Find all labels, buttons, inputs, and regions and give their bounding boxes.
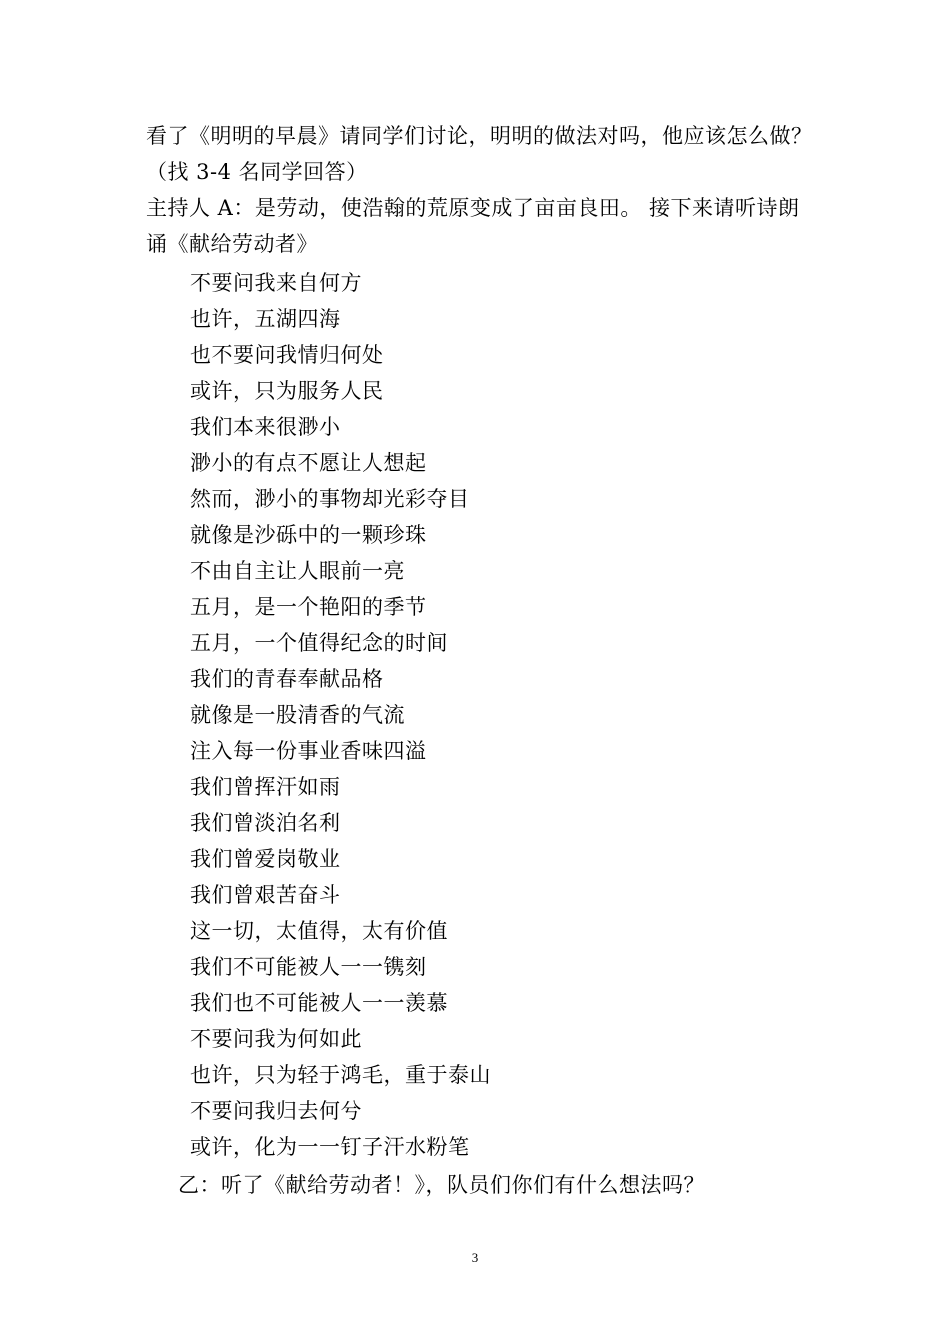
poem-line: 五月，是一个艳阳的季节 <box>190 595 427 619</box>
poem-line: 我们本来很渺小 <box>190 415 341 439</box>
host-a-line-continued: 诵《献给劳动者》 <box>146 232 318 256</box>
poem-line: 注入每一份事业香味四溢 <box>190 739 427 763</box>
poem-line: 也不要问我情归何处 <box>190 343 384 367</box>
poem-line: 不由自主让人眼前一亮 <box>190 559 405 583</box>
poem-line: 五月，一个值得纪念的时间 <box>190 631 448 655</box>
poem-line: 这一切，太值得，太有价值 <box>190 919 448 943</box>
answer-note: （找 3-4 名同学回答） <box>146 160 368 184</box>
poem-line: 不要问我来自何方 <box>190 271 362 295</box>
poem-line: 然而，渺小的事物却光彩夺目 <box>190 487 470 511</box>
poem-line: 我们曾爱岗敬业 <box>190 847 341 871</box>
poem-line: 就像是一股清香的气流 <box>190 703 405 727</box>
poem-line: 我们曾挥汗如雨 <box>190 775 341 799</box>
poem-line: 我们的青春奉献品格 <box>190 667 384 691</box>
discussion-question: 看了《明明的早晨》请同学们讨论，明明的做法对吗，他应该怎么做？ <box>146 124 813 148</box>
poem-line: 我们不可能被人一一镌刻 <box>190 955 427 979</box>
poem-line: 我们也不可能被人一一羡慕 <box>190 991 448 1015</box>
poem-line: 也许，只为轻于鸿毛，重于泰山 <box>190 1063 491 1087</box>
poem-line: 我们曾艰苦奋斗 <box>190 883 341 907</box>
speaker-yi-line: 乙：听了《献给劳动者！》，队员们你们有什么想法吗？ <box>178 1173 705 1197</box>
poem-line: 也许，五湖四海 <box>190 307 341 331</box>
host-a-line: 主持人 A：是劳动，使浩翰的荒原变成了亩亩良田。 接下来请听诗朗 <box>146 196 800 220</box>
poem-line: 渺小的有点不愿让人想起 <box>190 451 427 475</box>
page-number: 3 <box>471 1250 479 1265</box>
poem-line: 就像是沙砾中的一颗珍珠 <box>190 523 427 547</box>
poem-line: 不要问我为何如此 <box>190 1027 362 1051</box>
poem-line: 不要问我归去何兮 <box>190 1099 362 1123</box>
poem-line: 我们曾淡泊名利 <box>190 811 341 835</box>
poem-line: 或许，化为一一钉子汗水粉笔 <box>190 1135 470 1159</box>
poem-line: 或许，只为服务人民 <box>190 379 384 403</box>
